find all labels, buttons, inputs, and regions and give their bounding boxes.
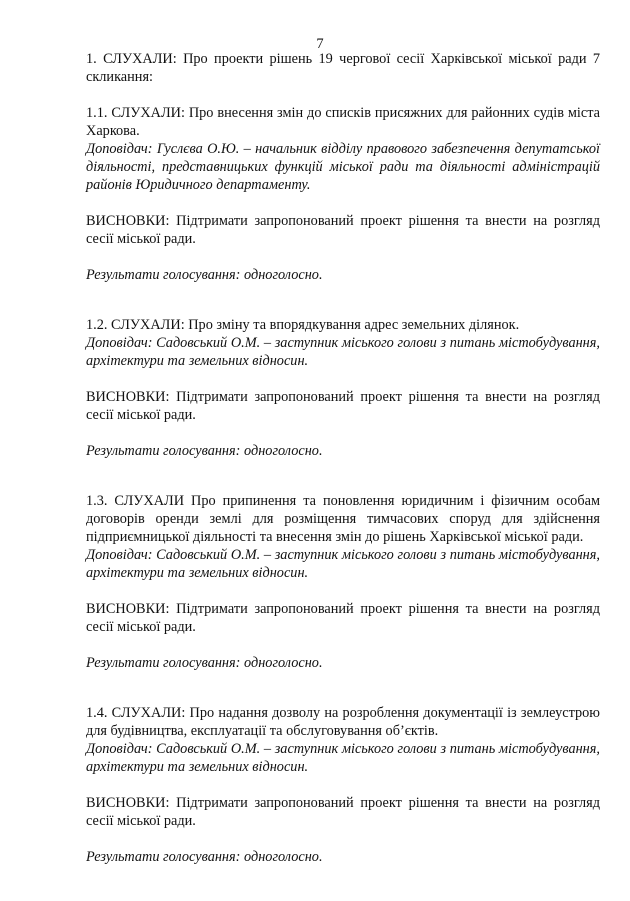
- item-speaker: Доповідач: Садовський О.М. – заступник міського голови з питань містобудування, архітектури та земельних відносин.: [86, 335, 600, 369]
- agenda-item-1-1: [86, 104, 600, 284]
- item-speaker: Доповідач: Садовський О.М. – заступник міського голови з питань містобудування, архітектури та земельних відносин.: [86, 741, 600, 775]
- item-heard: 1.3. СЛУХАЛИ Про припинення та поновлення юридичним і фізичним особам договорів оренди землі для розміщення тимчасових споруд для здійснення підприємницької діяльності та внесення змін до рішень Харківської міської ради.: [86, 493, 600, 545]
- item-voting-result: Результати голосування: одноголосно.: [86, 443, 323, 459]
- item-heard: 1.4. СЛУХАЛИ: Про надання дозволу на розроблення документації із землеустрою для будівництва, експлуатації та обслуговування об’єктів.: [86, 705, 600, 739]
- page-number: 7: [316, 36, 324, 52]
- item-heard: 1.1. СЛУХАЛИ: Про внесення змін до списків присяжних для районних судів міста Харкова.: [86, 105, 600, 139]
- agenda-item-1-2: [86, 316, 600, 460]
- agenda-item-1-4: [86, 704, 600, 866]
- item-conclusion: ВИСНОВКИ: Підтримати запропонований проект рішення та внести на розгляд сесії міської ради.: [86, 601, 600, 635]
- item-conclusion: ВИСНОВКИ: Підтримати запропонований проект рішення та внести на розгляд сесії міської ради.: [86, 389, 600, 423]
- item-voting-result: Результати голосування: одноголосно.: [86, 849, 323, 865]
- item-speaker: Доповідач: Гуслєва О.Ю. – начальник відділу правового забезпечення депутатської діяльності, представницьких функцій міської ради та діяльності адміністрацій районів Юридичного департаменту.: [86, 141, 600, 193]
- item-conclusion: ВИСНОВКИ: Підтримати запропонований проект рішення та внести на розгляд сесії міської ради.: [86, 213, 600, 247]
- item-voting-result: Результати голосування: одноголосно.: [86, 655, 323, 671]
- document-body: [86, 50, 600, 866]
- item-heard: 1.2. СЛУХАЛИ: Про зміну та впорядкування адрес земельних ділянок.: [86, 317, 520, 333]
- item-conclusion: ВИСНОВКИ: Підтримати запропонований проект рішення та внести на розгляд сесії міської ради.: [86, 795, 600, 829]
- agenda-item-1-3: [86, 492, 600, 672]
- item-speaker: Доповідач: Садовський О.М. – заступник міського голови з питань містобудування, архітектури та земельних відносин.: [86, 547, 600, 581]
- item-voting-result: Результати голосування: одноголосно.: [86, 267, 323, 283]
- intro-paragraph: 1. СЛУХАЛИ: Про проекти рішень 19 чергової сесії Харківської міської ради 7 скликання:: [86, 51, 600, 85]
